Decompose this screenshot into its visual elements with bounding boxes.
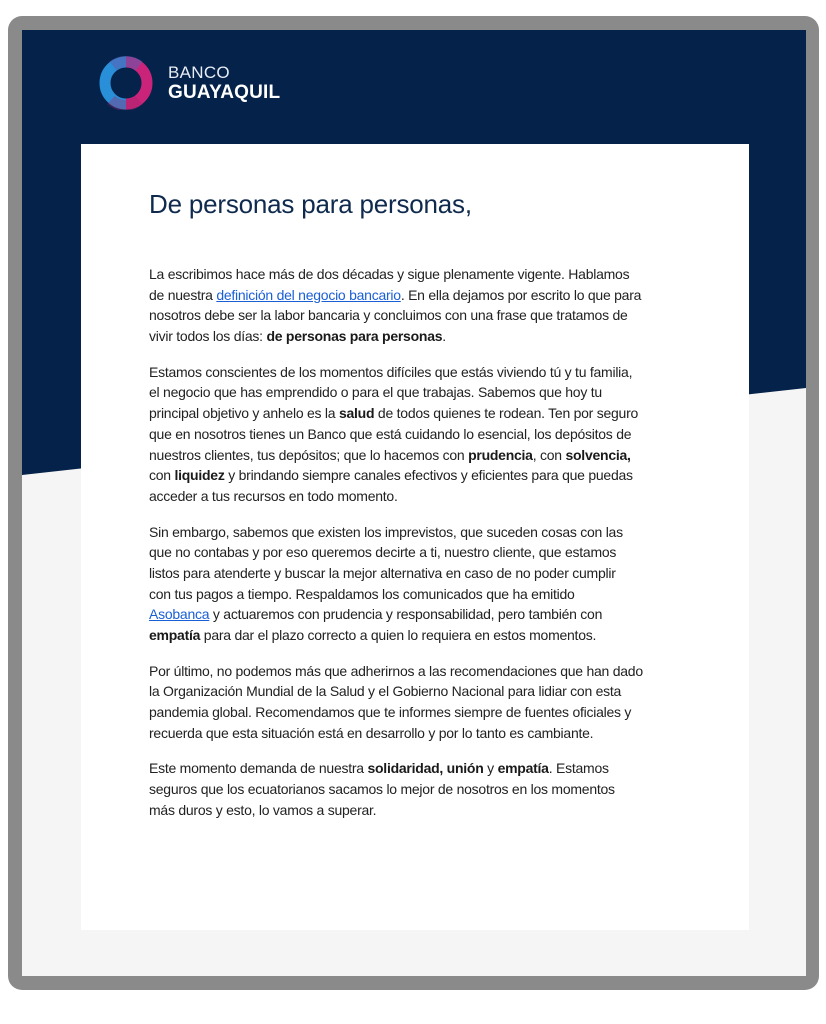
letter-body (149, 264, 709, 836)
brand-name-line1: BANCO (168, 63, 230, 82)
bold-text: empatía (149, 627, 201, 643)
text-span: . (442, 328, 446, 345)
paragraph-2 (149, 362, 709, 507)
paragraph-3 (149, 522, 709, 646)
text-span: de todos quienes te rodean. Ten por seguro (374, 405, 639, 422)
bold-text: de personas para personas (266, 328, 443, 345)
bold-text: solvencia, (565, 446, 631, 463)
bold-text: solidaridad, unión (367, 760, 484, 777)
text-line (149, 465, 709, 486)
letter-card (81, 144, 749, 930)
text-line: que en nosotros tienes un Banco que está cuidando lo esencial, los depósitos de (149, 425, 632, 442)
text-line: el negocio que has emprendido o para el que trabajas. Sabemos que hoy tu (149, 384, 602, 401)
text-span: , con (532, 446, 566, 463)
bold-text: prudencia (468, 446, 533, 463)
text-line (149, 326, 709, 347)
link-asobanca[interactable]: Asobanca (149, 606, 210, 623)
text-line: Estamos conscientes de los momentos difíciles que estás viviendo tú y tu familia, (149, 363, 633, 380)
text-line: más duros y esto, lo vamos a superar. (149, 801, 377, 818)
text-line (149, 403, 709, 424)
text-line: Por último, no podemos más que adherirnos a las recomendaciones que han dado (149, 662, 643, 679)
text-span: para dar el plazo correcto a quien lo requiera en estos momentos. (200, 627, 597, 643)
text-span: vivir todos los días: (149, 328, 267, 345)
text-span: y (483, 760, 498, 777)
text-line (149, 604, 709, 625)
text-line (149, 625, 709, 646)
text-line: nosotros debe ser la labor bancaria y concluimos con una frase que tratamos de (149, 307, 628, 324)
paragraph-1 (149, 264, 709, 347)
brand-name-line2: GUAYAQUIL (168, 82, 281, 103)
bold-text: salud (338, 405, 375, 422)
text-line: que no contabas y por eso queremos decirte a ti, nuestro cliente, que estamos (149, 544, 617, 561)
text-span: de nuestra (149, 286, 217, 303)
text-line: recuerda que esta situación está en desarrollo y por lo tanto es cambiante. (149, 724, 594, 741)
paragraph-5 (149, 758, 709, 820)
text-line: con tus pagos a tiempo. Respaldamos los comunicados que ha emitido (149, 585, 575, 602)
text-span: . Estamos (548, 760, 609, 777)
link-definicion-negocio-bancario[interactable]: definición del negocio bancario (216, 286, 401, 303)
letter-title: De personas para personas, (149, 189, 472, 219)
text-span: principal objetivo y anhelo es la (149, 405, 339, 422)
text-span: Este momento demanda de nuestra (149, 760, 368, 777)
text-line (149, 285, 709, 306)
text-line (149, 758, 709, 779)
text-line: acceder a tus recursos en todo momento. (149, 487, 398, 504)
text-line: la Organización Mundial de la Salud y el Gobierno Nacional para lidiar con esta (149, 683, 622, 700)
paragraph-4 (149, 661, 709, 744)
text-line: listos para atenderte y buscar la mejor alternativa en caso de no poder cumplir (149, 564, 616, 581)
email-container (22, 30, 806, 976)
text-line: Sin embargo, sabemos que existen los imprevistos, que suceden cosas con las (149, 523, 623, 540)
text-span: y actuaremos con prudencia y responsabilidad, pero también con (209, 606, 603, 623)
text-line: seguros que los ecuatorianos sacamos lo mejor de nosotros en los momentos (149, 781, 615, 798)
text-span: . En ella dejamos por escrito lo que para (400, 286, 642, 303)
text-span: y brindando siempre canales efectivos y eficientes para que puedas (224, 467, 633, 484)
text-line: La escribimos hace más de dos décadas y sigue plenamente vigente. Hablamos (149, 266, 630, 282)
text-line (149, 445, 709, 466)
banco-guayaquil-ring-icon (99, 56, 153, 110)
text-line: pandemia global. Recomendamos que te informes siempre de fuentes oficiales y (149, 704, 632, 721)
bold-text: empatía (497, 760, 549, 777)
brand-logo[interactable] (99, 56, 280, 110)
text-span: con (149, 467, 175, 484)
bold-text: liquidez (174, 467, 225, 484)
text-span: nuestros clientes, tus depósitos; que lo hacemos con (149, 446, 469, 463)
